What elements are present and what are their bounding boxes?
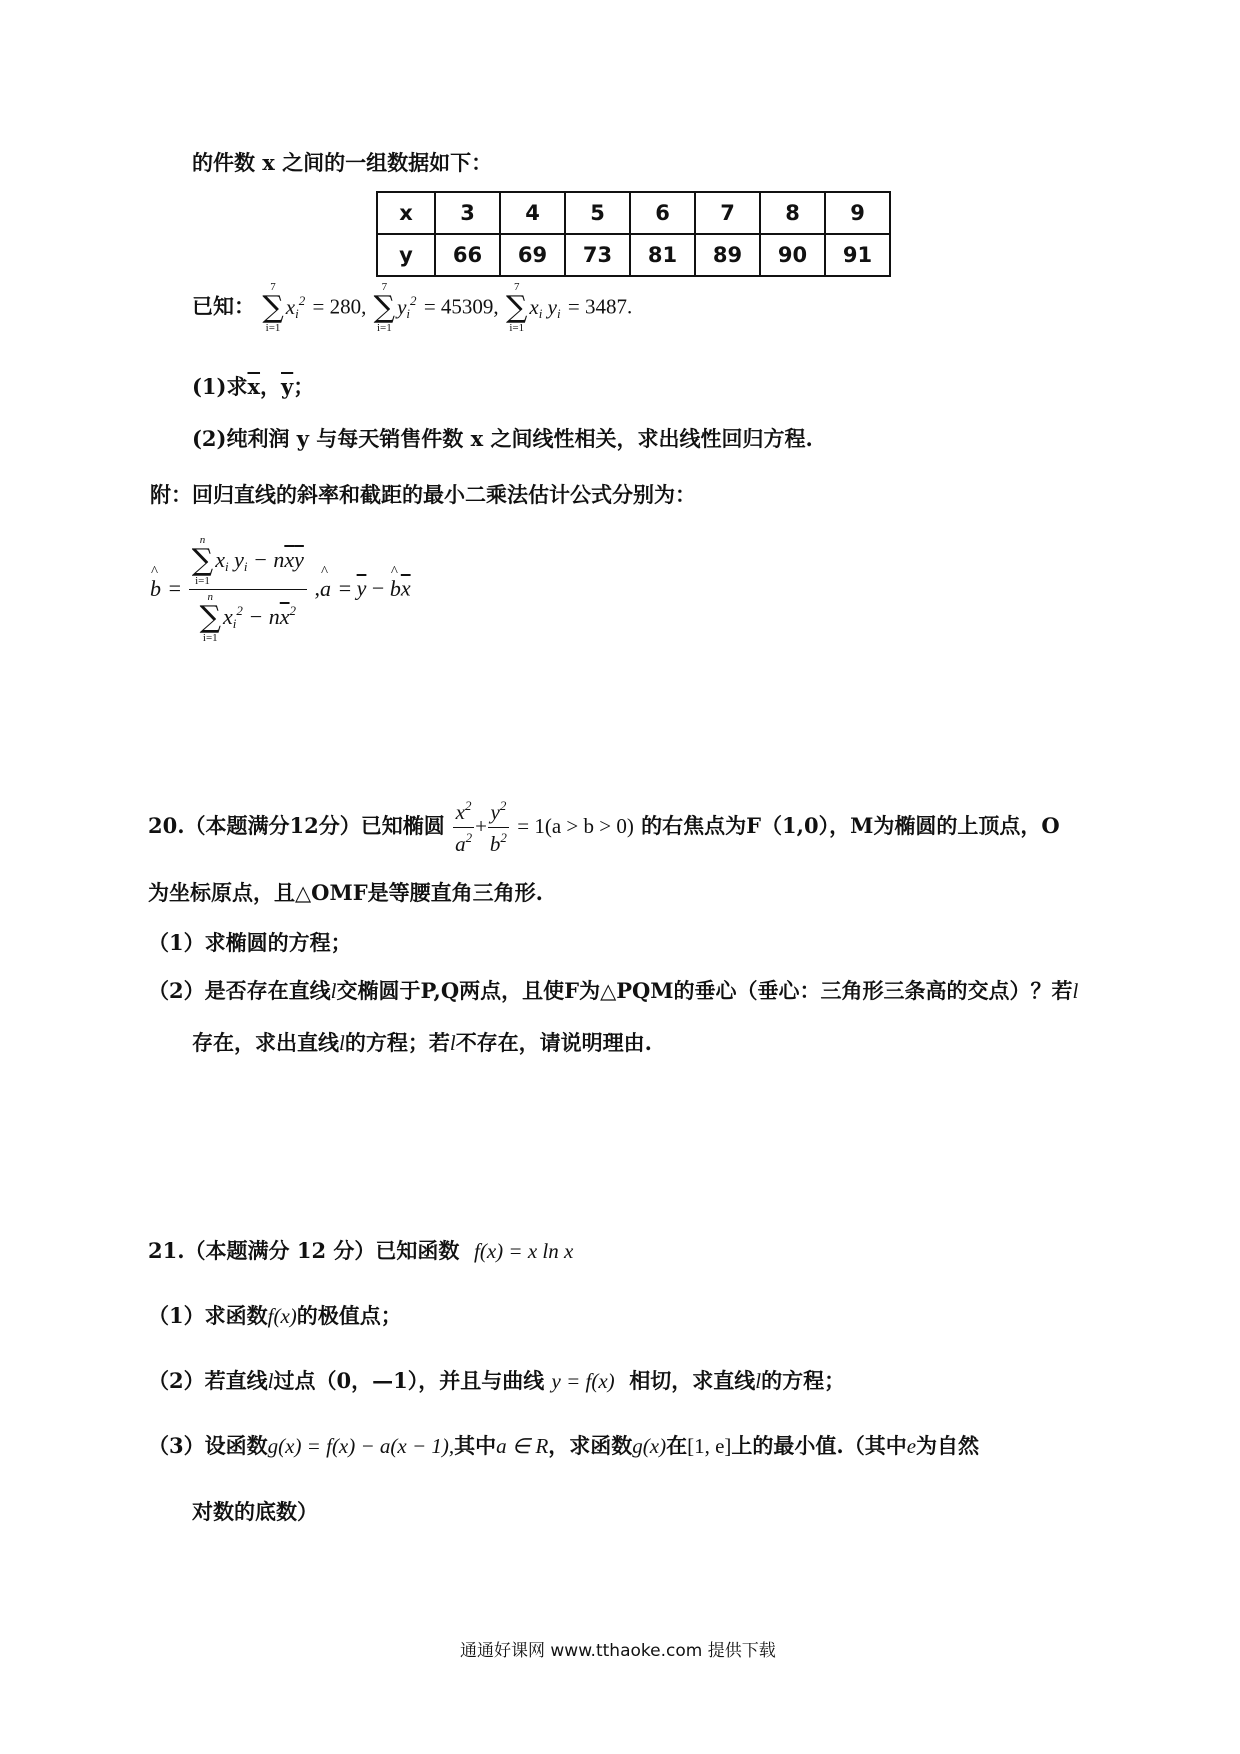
table-cell: 7 (695, 192, 760, 234)
table-row (377, 234, 890, 276)
q20-part2-cont: 存在，求出直线l的方程；若l不存在，请说明理由. (192, 1030, 652, 1055)
table-cell: 9 (825, 192, 890, 234)
data-table (376, 191, 891, 277)
q21-part3-cont: 对数的底数） (192, 1499, 318, 1524)
q20-line2: 为坐标原点，且△OMF是等腰直角三角形. (148, 880, 543, 905)
table-cell: 4 (500, 192, 565, 234)
q20-part1: （1）求椭圆的方程； (148, 930, 352, 955)
table-cell: 89 (695, 234, 760, 276)
page-footer: 通通好课网 www.tthaoke.com 提供下载 (460, 1641, 776, 1661)
sigma-icon: 7 ∑ i=1 (506, 281, 528, 334)
q21-part2: （2）若直线l过点（0，—1），并且与曲线 y = f(x) 相切，求直线l的方程； (148, 1368, 846, 1393)
table-cell: x (377, 192, 435, 234)
q19-part2: (2)纯利润 y 与每天销售件数 x 之间线性相关，求出线性回归方程. (192, 426, 813, 451)
q20-line1: 20.（本题满分12分）已知椭圆 $\frac{x^2}{a^2}$ + $\frac{y^2}{b^2}$ = 1(a > b > 0) 的右焦点为F（1,0），M为椭圆的上顶点，O (148, 798, 1060, 857)
table-row (377, 192, 890, 234)
regression-formula: ^ b = n ∑ i=1 $x_i$ $y_i - n\overline{x}\overline{y}$ n ∑ i=1 $x_i^2 - n\overline{x}^2$ ,^ $a = \overline{y}$ − ^ $b\overline{x}$ (150, 535, 411, 644)
q21-line1: 21.（本题满分 12 分）已知函数 f(x) = x ln x (148, 1238, 574, 1263)
table-cell: 66 (435, 234, 500, 276)
q21-part3: （3）设函数g(x) = f(x) − a(x − 1),其中a ∈ R，求函数g(x)在[1, e]上的最小值.（其中e为自然 (148, 1433, 980, 1458)
sigma-icon: 7 ∑ i=1 (373, 281, 396, 334)
table-cell: 3 (435, 192, 500, 234)
table-cell: 8 (760, 192, 825, 234)
table-cell: 73 (565, 234, 630, 276)
table-cell: 81 (630, 234, 695, 276)
table-cell: 91 (825, 234, 890, 276)
appendix-note: 附：回归直线的斜率和截距的最小二乘法估计公式分别为： (150, 482, 696, 507)
table-cell: y (377, 234, 435, 276)
known-sums: 已知： 7 ∑ i=1 $x_i^2 = 280$, 7 ∑ i=1 $y_i^2 = 45309$, 7 ∑ i=1 $x_i$ $y_i = 3487$. (192, 281, 633, 334)
q19-intro: 的件数 x 之间的一组数据如下： (192, 150, 493, 175)
table-cell: 69 (500, 234, 565, 276)
q21-part1: （1）求函数f(x)的极值点； (148, 1303, 402, 1328)
q20-part2: （2）是否存在直线l交椭圆于P,Q两点，且使F为△PQM的垂心（垂心：三角形三条高的交点）？若l (148, 978, 1079, 1003)
sigma-icon: 7 ∑ i=1 (262, 281, 284, 334)
table-cell: 5 (565, 192, 630, 234)
table-cell: 6 (630, 192, 695, 234)
table-cell: 90 (760, 234, 825, 276)
q19-part1: (1)求$\overline{x}$，$\overline{y}$； (192, 374, 315, 399)
